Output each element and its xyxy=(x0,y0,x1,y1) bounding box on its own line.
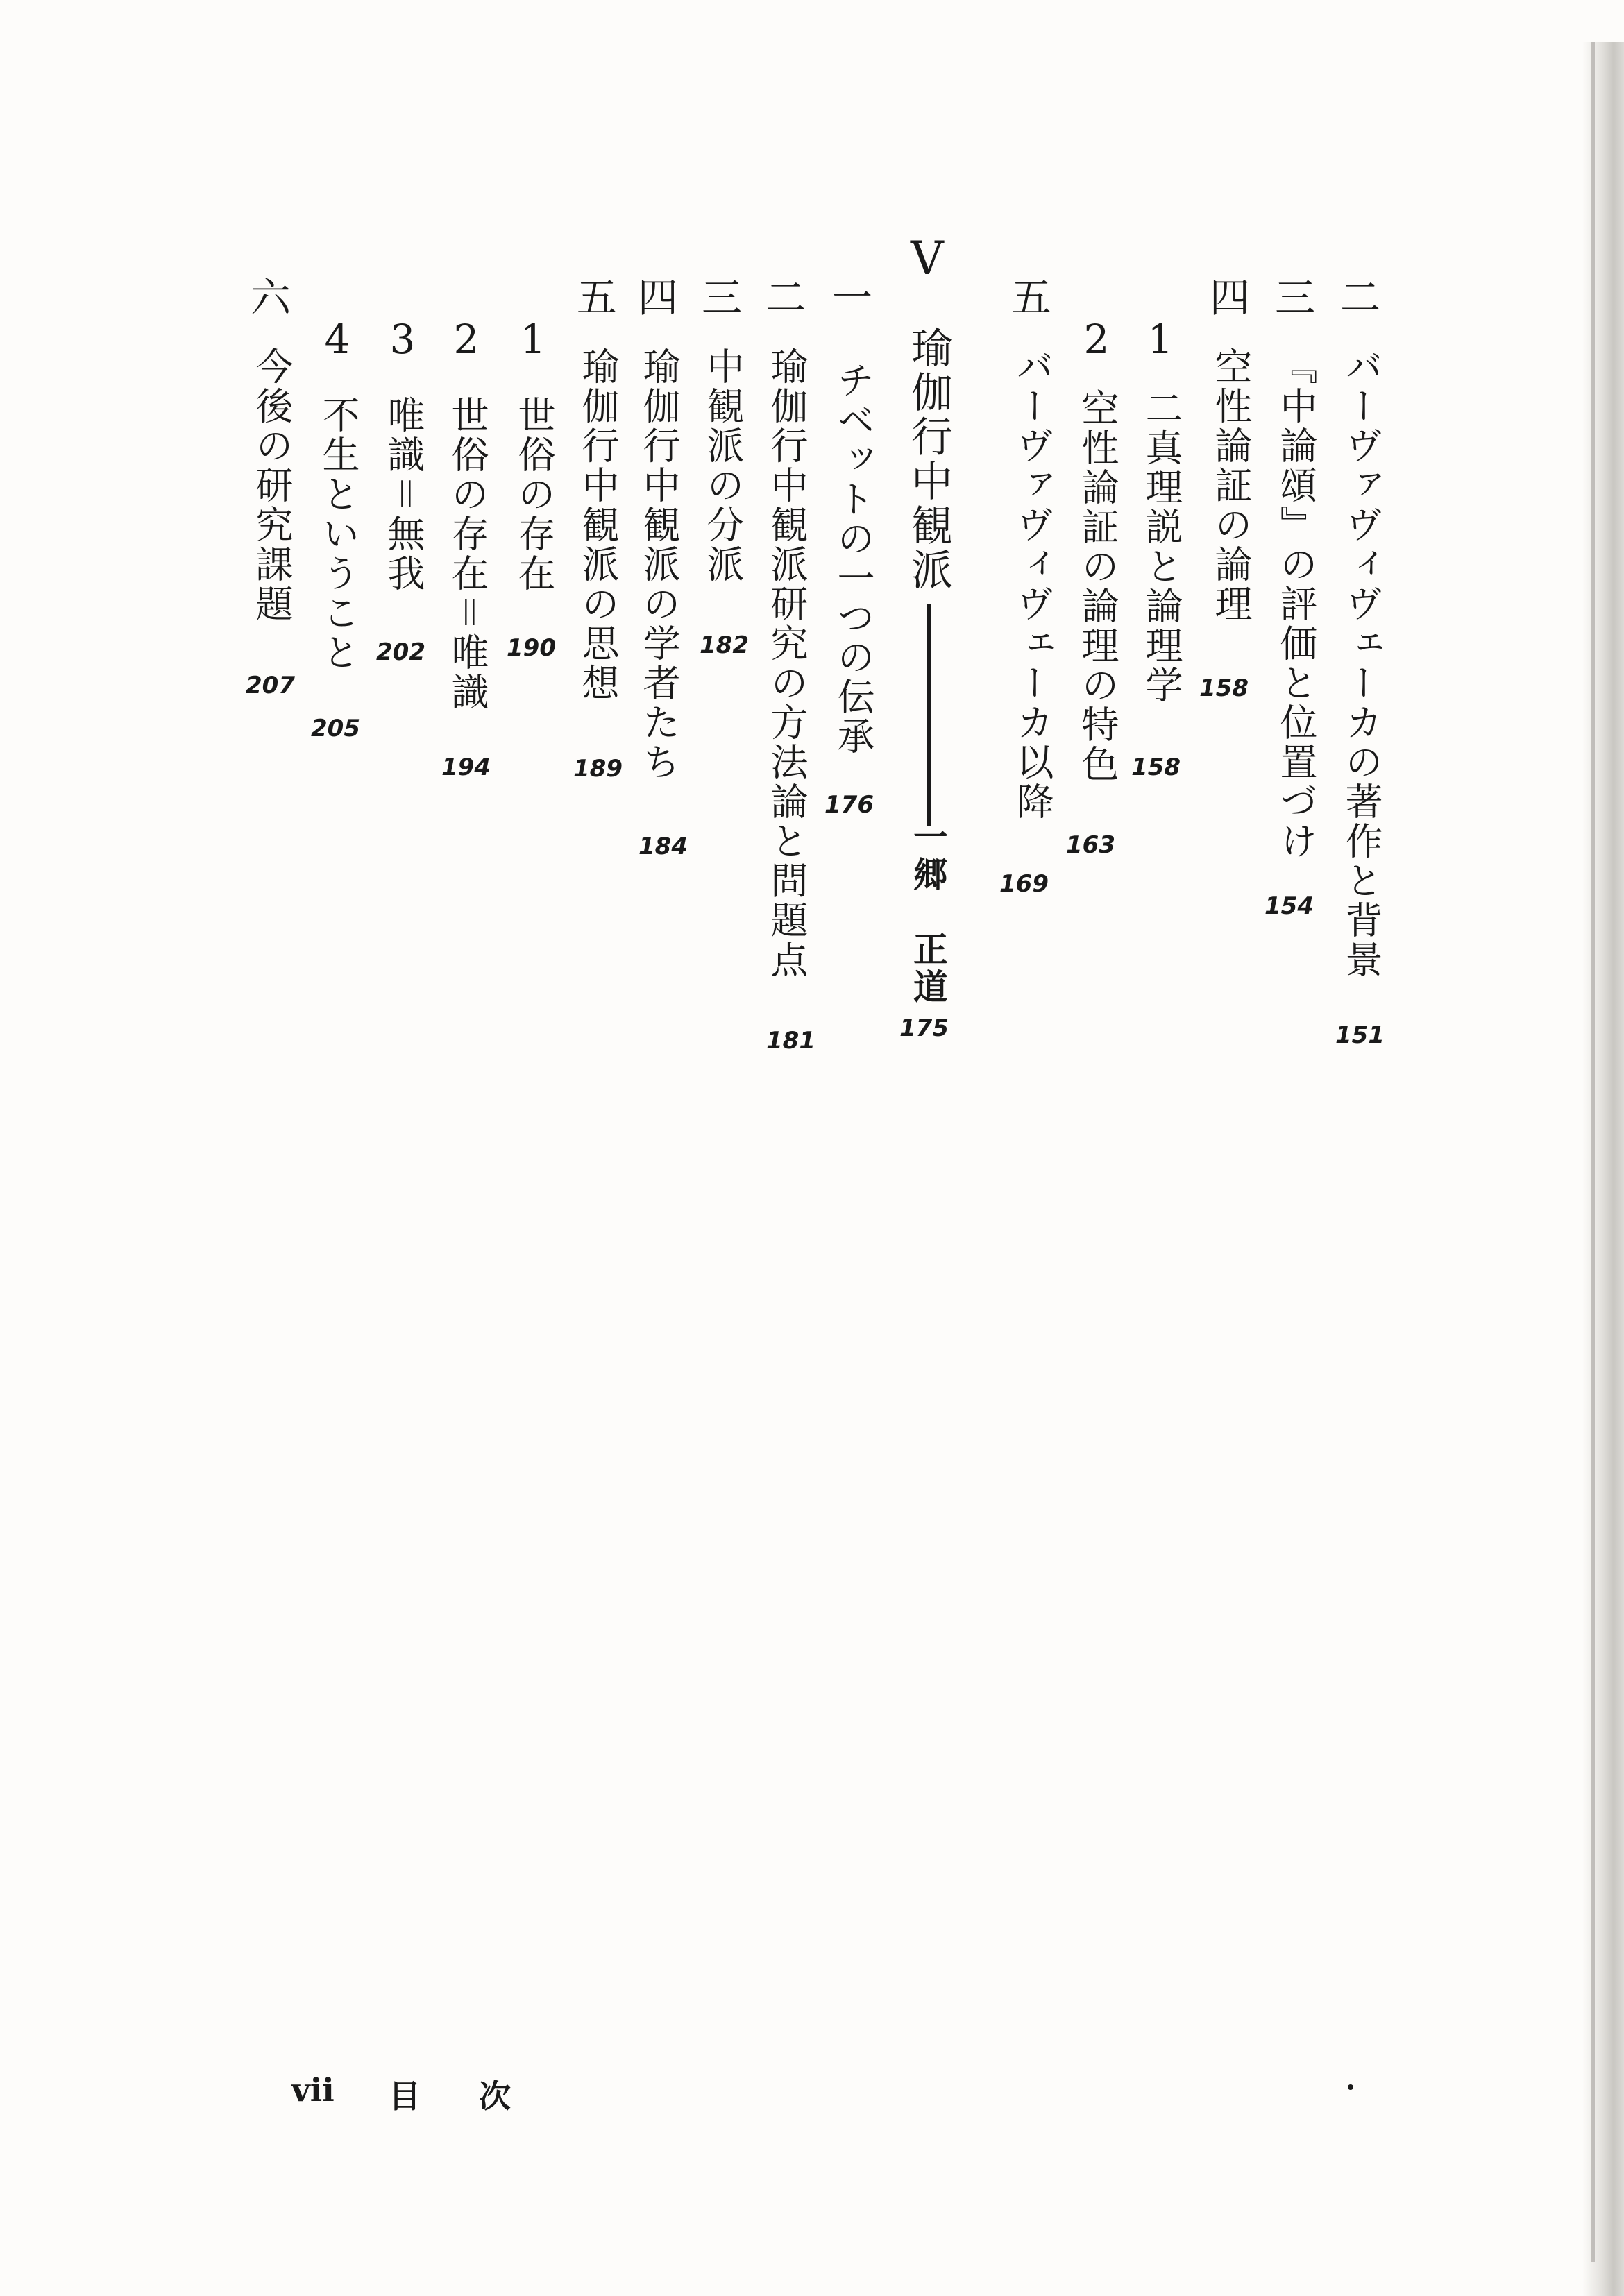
entry-number: 五 xyxy=(1010,274,1051,321)
footer-label: 目 xyxy=(389,2077,421,2115)
part-heading xyxy=(899,0,958,2296)
toc-entry xyxy=(437,0,496,2296)
entry-title: 空性論証の論理 xyxy=(1209,347,1253,624)
entry-number: 五 xyxy=(576,274,617,321)
toc-entry xyxy=(1331,0,1389,2296)
toc-entry xyxy=(373,0,432,2296)
entry-title: 世俗の存在 xyxy=(512,396,556,593)
entry-page: 151 xyxy=(1335,1021,1385,1049)
entry-number: 2 xyxy=(1083,316,1110,363)
entry-page: 176 xyxy=(824,791,874,819)
part-page: 175 xyxy=(899,1014,949,1042)
entry-number: 1 xyxy=(1147,316,1174,363)
entry-number: 一 xyxy=(831,274,872,321)
toc-entry xyxy=(568,0,626,2296)
toc-entry xyxy=(1201,0,1259,2296)
entry-page: 181 xyxy=(766,1027,815,1055)
entry-page: 158 xyxy=(1199,674,1249,702)
toc-entry xyxy=(823,0,881,2296)
toc-entry xyxy=(308,0,366,2296)
page-edge-shadow xyxy=(1582,42,1624,2296)
entry-page: 154 xyxy=(1264,892,1314,920)
entry-title: 瑜伽行中観派の思想 xyxy=(576,347,620,703)
entry-page: 182 xyxy=(700,631,749,659)
entry-number: 二 xyxy=(765,274,806,321)
entry-page: 205 xyxy=(311,715,360,742)
entry-number: 六 xyxy=(250,274,291,321)
entry-number: 1 xyxy=(520,316,546,363)
entry-number: 4 xyxy=(324,316,350,363)
entry-title: チベットの一つの伝承 xyxy=(831,361,875,756)
author-name: 一郷 正道 xyxy=(908,819,949,1006)
page-edge-line xyxy=(1591,42,1595,2262)
entry-page: 190 xyxy=(507,634,556,662)
entry-page: 184 xyxy=(638,833,688,860)
part-title: 瑜伽行中観派 xyxy=(904,326,953,593)
entry-title: 『中論頌』の評価と位置づけ xyxy=(1274,347,1318,861)
entry-page: 194 xyxy=(441,754,491,781)
toc-entry xyxy=(1067,0,1126,2296)
entry-title: 世俗の存在＝唯識 xyxy=(446,396,489,712)
entry-title: 唯識＝無我 xyxy=(382,396,425,593)
entry-number: 四 xyxy=(637,274,678,321)
toc-entry xyxy=(1131,0,1190,2296)
footer-page-number: vii xyxy=(291,2071,335,2109)
footer-label: 次 xyxy=(479,2077,511,2115)
entry-title: 瑜伽行中観派研究の方法論と問題点 xyxy=(765,347,809,980)
entry-title: 中観派の分派 xyxy=(701,347,745,584)
entry-page: 207 xyxy=(246,672,295,699)
toc-entry xyxy=(629,0,687,2296)
entry-title: バーヴァヴィヴェーカ以降 xyxy=(1010,347,1054,822)
toc-entry xyxy=(504,0,562,2296)
speck xyxy=(1348,2084,1353,2090)
entry-title: 今後の研究課題 xyxy=(250,347,294,624)
entry-title: バーヴァヴィヴェーカの著作と背景 xyxy=(1339,347,1383,980)
toc-entry xyxy=(756,0,815,2296)
entry-number: 三 xyxy=(1274,274,1315,321)
entry-title: 二真理説と論理学 xyxy=(1140,389,1183,705)
entry-number: 二 xyxy=(1339,274,1380,321)
entry-number: 三 xyxy=(701,274,742,321)
part-number: V xyxy=(911,232,944,285)
entry-number: 2 xyxy=(453,316,480,363)
toc-entry xyxy=(999,0,1060,2296)
entry-number: 3 xyxy=(389,316,416,363)
entry-title: 空性論証の論理の特色 xyxy=(1076,389,1119,784)
entry-page: 163 xyxy=(1066,831,1115,859)
toc-entry xyxy=(693,0,751,2296)
entry-page: 158 xyxy=(1131,754,1181,781)
entry-title: 不生ということ xyxy=(316,396,360,672)
entry-page: 202 xyxy=(376,638,425,666)
entry-title: 瑜伽行中観派の学者たち xyxy=(637,347,681,782)
entry-number: 四 xyxy=(1209,274,1250,321)
toc-entry xyxy=(242,0,300,2296)
entry-page: 189 xyxy=(573,755,623,783)
toc-entry xyxy=(1266,0,1324,2296)
dash-line xyxy=(927,604,931,826)
entry-page: 169 xyxy=(999,870,1049,898)
